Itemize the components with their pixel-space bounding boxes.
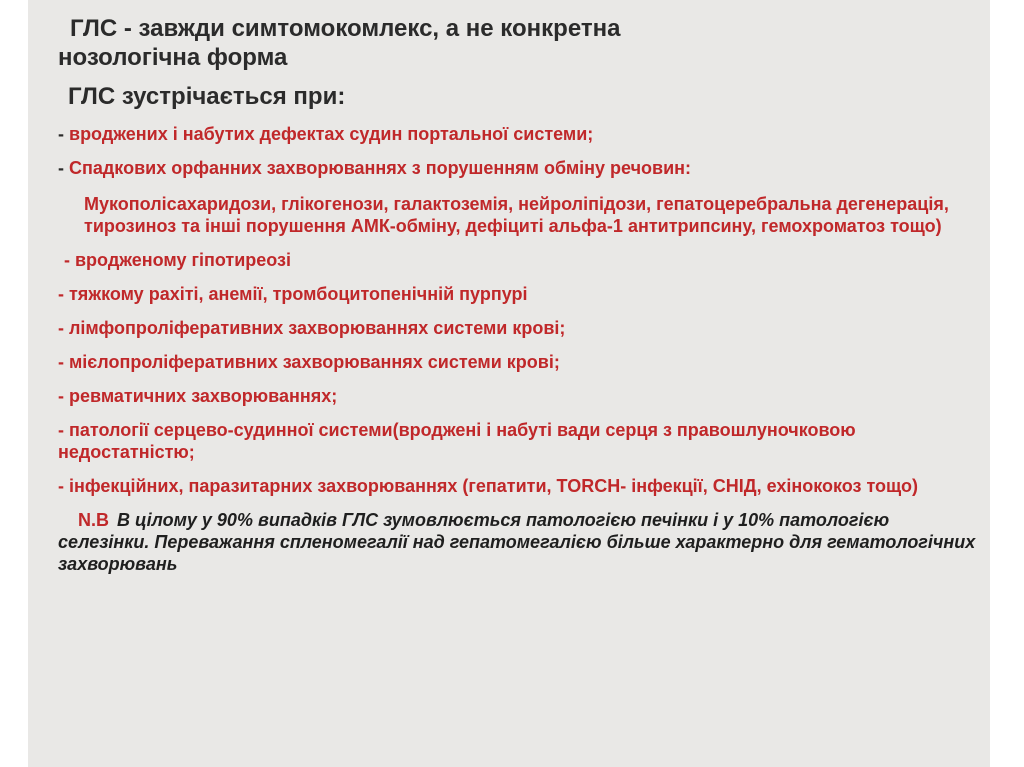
list-item-infectious: - інфекційних, паразитарних захворюваннях (гепатити, TORCH- інфекції, СНІД, ехінококоз тощо) [58,476,918,496]
list-item-hypothyroidism: - вродженому гіпотиреозі [64,250,292,270]
list-item-lymphoproliferative: - лімфопроліферативних захворюваннях системи крові; [58,318,566,338]
nb-note [58,509,978,575]
list-item-myeloproliferative: - мієлопроліферативних захворюваннях системи крові; [58,352,560,372]
list-item-text: вроджених і набутих дефектах судин портальної системи; [64,124,594,144]
slide-title [58,14,978,72]
list-item-metabolic-disorders [58,193,978,237]
nb-mark: N.B [78,510,109,530]
list-item-rheumatic: - ревматичних захворюваннях; [58,386,338,406]
list-item-portal-defects: - вроджених і набутих дефектах судин портальної системи; [58,124,594,144]
list-item-text: Спадкових орфанних захворюваннях з порушенням обміну речовин: [64,158,692,178]
slide-right-margin [990,0,1024,767]
list-item-rickets-anemia: - тяжкому рахіті, анемії, тромбоцитопенічній пурпурі [58,284,528,304]
title-line-1: ГЛС - завжди симтомокомлекс, а не конкретна [70,15,621,42]
list-item-text: Мукополісахаридози, глікогенози, галактоземія, нейроліпідози, гепатоцеребральна дегенерація, тирозиноз та інші порушення АМК-обміну, дефіциті альфа-1 антитрипсину, гемохроматоз тощо) [84,194,949,236]
nb-text: В цілому у 90% випадків ГЛС зумовлюється патологією печінки і у 10% патологією селезінки. Переважання спленомегалії над гепатомегалією більше характерно для гематологічних захворювань [58,510,976,574]
slide-subtitle: ГЛС зустрічається при: [68,83,346,110]
list-item-orphan-diseases: - Спадкових орфанних захворюваннях з порушенням обміну речовин: [58,158,692,178]
slide-content [58,14,978,575]
title-line-2: нозологічна форма [58,44,288,71]
list-item-cardiovascular: - патології серцево-судинної системи(вроджені і набуті вади серця з правошлуночковою недостатністю; [58,420,856,462]
